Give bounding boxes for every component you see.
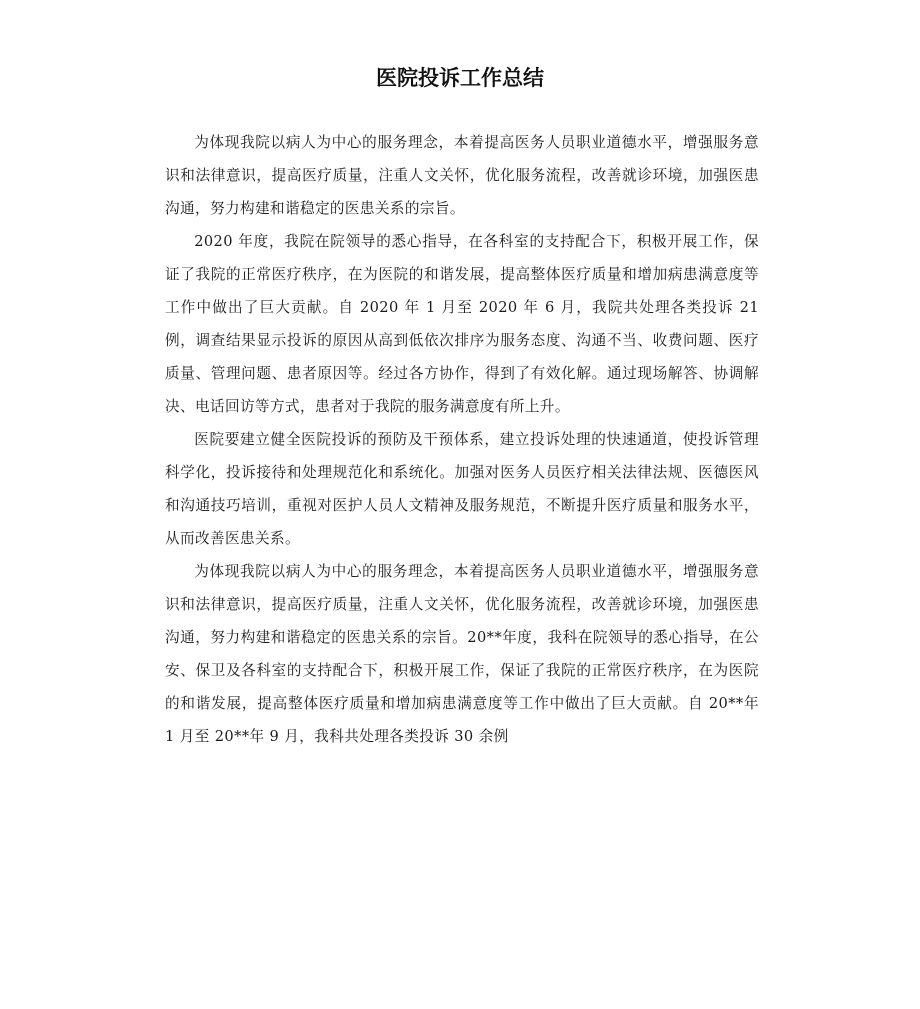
paragraph-2: 2020 年度，我院在院领导的悉心指导，在各科室的支持配合下，积极开展工作，保证了我院的正常医疗秩序，在为医院的和谐发展，提高整体医疗质量和增加病患满意度等工作中做出了巨大贡献。自 2020 年 1 月至 2020 年 6 月，我院共处理各类投诉 21 例，调查结果显示投诉的原因从高到低依次排序为服务态度、沟通不当、收费问题、医疗质量、管理问题、患者原因等。经过各方协作，得到了有效化解。通过现场解答、协调解决、电话回访等方式，患者对于我院的服务满意度有所上升。 bbox=[165, 233, 759, 415]
document-body bbox=[165, 126, 759, 753]
paragraph-1: 为体现我院以病人为中心的服务理念，本着提高医务人员职业道德水平，增强服务意识和法律意识，提高医疗质量，注重人文关怀，优化服务流程，改善就诊环境，加强医患沟通，努力构建和谐稳定的医患关系的宗旨。 bbox=[165, 134, 759, 217]
document-title: 医院投诉工作总结 bbox=[376, 66, 544, 90]
paragraph-3: 医院要建立健全医院投诉的预防及干预体系，建立投诉处理的快速通道，使投诉管理科学化，投诉接待和处理规范化和系统化。加强对医务人员医疗相关法律法规、医德医风和沟通技巧培训，重视对医护人员人文精神及服务规范，不断提升医疗质量和服务水平，从而改善医患关系。 bbox=[165, 431, 759, 547]
paragraph-4: 为体现我院以病人为中心的服务理念，本着提高医务人员职业道德水平，增强服务意识和法律意识，提高医疗质量，注重人文关怀，优化服务流程，改善就诊环境，加强医患沟通，努力构建和谐稳定的医患关系的宗旨。20**年度，我科在院领导的悉心指导，在公安、保卫及各科室的支持配合下，积极开展工作，保证了我院的正常医疗秩序，在为医院的和谐发展，提高整体医疗质量和增加病患满意度等工作中做出了巨大贡献。自 20**年 1 月至 20**年 9 月，我科共处理各类投诉 30 余例 bbox=[165, 563, 759, 745]
